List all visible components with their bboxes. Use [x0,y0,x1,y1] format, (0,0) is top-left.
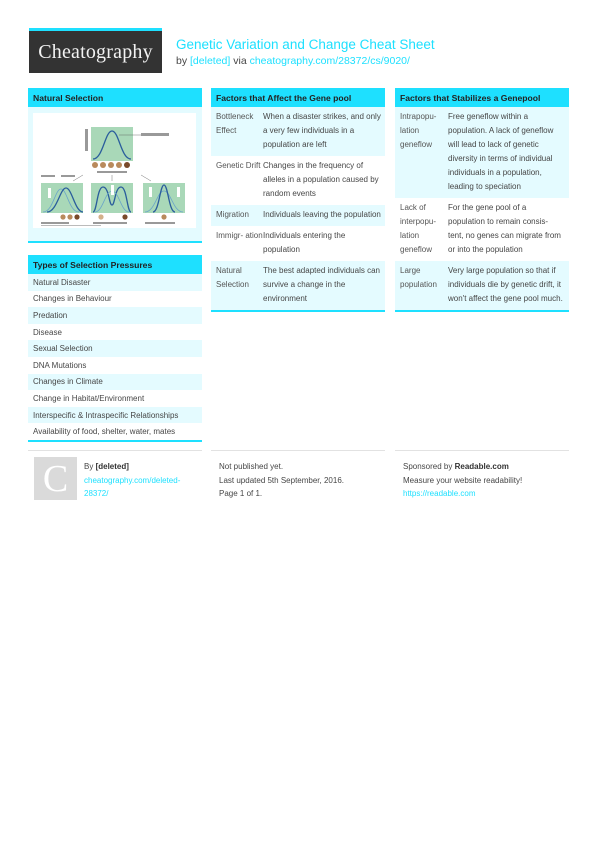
gene-pool-factors-section [211,88,385,312]
table-row [211,205,385,226]
column-middle [211,88,385,312]
image-cell [28,107,202,241]
published-status: Not published yet. [219,462,284,471]
row-desc: For the gene pool of a population to remain consis- tent, no genes can migrate from or into the population [448,203,561,254]
sponsor-prefix: Sponsored by [403,462,453,471]
page-title[interactable]: Genetic Variation and Change Cheat Sheet [176,37,435,52]
row-term: Genetic Drift [216,161,261,170]
page-count: Page 1 of 1. [219,489,263,498]
avatar [34,457,77,500]
author-name: [deleted] [95,462,129,471]
table-row [395,198,569,261]
list-item: Change in Habitat/Environment [28,390,202,407]
row-term: Immigr- ation [216,231,263,240]
footer-meta [211,450,385,510]
list-item: Changes in Behaviour [28,291,202,308]
table-row [211,261,385,310]
row-term: Bottleneck Effect [216,112,254,135]
column-right [395,88,569,312]
byline-prefix: by [176,55,188,67]
section-title: Natural Selection [28,88,202,107]
row-desc: Changes in the frequency of alleles in a population caused by random events [263,161,379,198]
avatar-letter: C [42,457,69,500]
stabilizing-factors-section [395,88,569,312]
row-desc: Very large population so that if individuals die by genetic drift, it won't affect the gene pool much. [448,266,563,303]
by-label: By [84,462,94,471]
sponsor-link[interactable]: https://readable.com [403,489,476,498]
cheatography-logo[interactable] [29,28,162,73]
section-title: Factors that Stabilizes a Genepool [395,88,569,107]
row-desc: Individuals entering the population [263,231,346,254]
row-desc: When a disaster strikes, and only a very few individuals in a population are left [263,112,381,149]
selection-pressures-section [28,255,202,442]
table-row [211,107,385,156]
footer-author [28,450,202,510]
selection-pressures-list [28,274,202,440]
table-row [395,107,569,198]
table-row [211,156,385,205]
row-desc: Free geneflow within a population. A lack of geneflow will lead to lack of genetic diversity in terms of individual individuals in a population, leading to speciation [448,112,554,191]
author-link[interactable]: [deleted] [190,55,231,67]
natural-selection-diagram [33,113,196,228]
footer-sponsor [395,450,569,510]
natural-selection-section [28,88,202,243]
section-title: Factors that Affect the Gene pool [211,88,385,107]
author-info [84,460,194,501]
row-desc: The best adapted individuals can survive a change in the environment [263,266,380,303]
table-row [211,226,385,261]
list-item: Natural Disaster [28,274,202,291]
byline-via: via [233,55,247,67]
list-item: Interspecific & Intraspecific Relationships [28,407,202,424]
author-profile-link[interactable]: cheatography.com/deleted-28372/ [84,475,181,498]
last-updated: Last updated 5th September, 2016. [219,475,344,485]
sponsor-name: Readable.com [454,462,509,471]
list-item: Predation [28,307,202,324]
list-item: Changes in Climate [28,374,202,391]
sheet-url-link[interactable]: cheatography.com/28372/cs/9020/ [249,55,410,67]
byline [176,55,410,67]
sponsor-tagline: Measure your website readability! [403,475,523,485]
row-term: Lack of interpopu- lation geneflow [400,203,437,254]
row-term: Migration [216,210,249,219]
row-desc: Individuals leaving the population [263,210,381,219]
list-item: Disease [28,324,202,341]
column-left [28,88,202,442]
list-item: Sexual Selection [28,340,202,357]
section-title: Types of Selection Pressures [28,255,202,274]
row-term: Natural Selection [216,266,249,289]
list-item: DNA Mutations [28,357,202,374]
row-term: Large population [400,266,437,289]
logo-text: Cheatography [38,40,153,63]
table-row [395,261,569,310]
list-item: Availability of food, shelter, water, mates [28,423,202,440]
row-term: Intrapopu- lation geneflow [400,112,437,149]
